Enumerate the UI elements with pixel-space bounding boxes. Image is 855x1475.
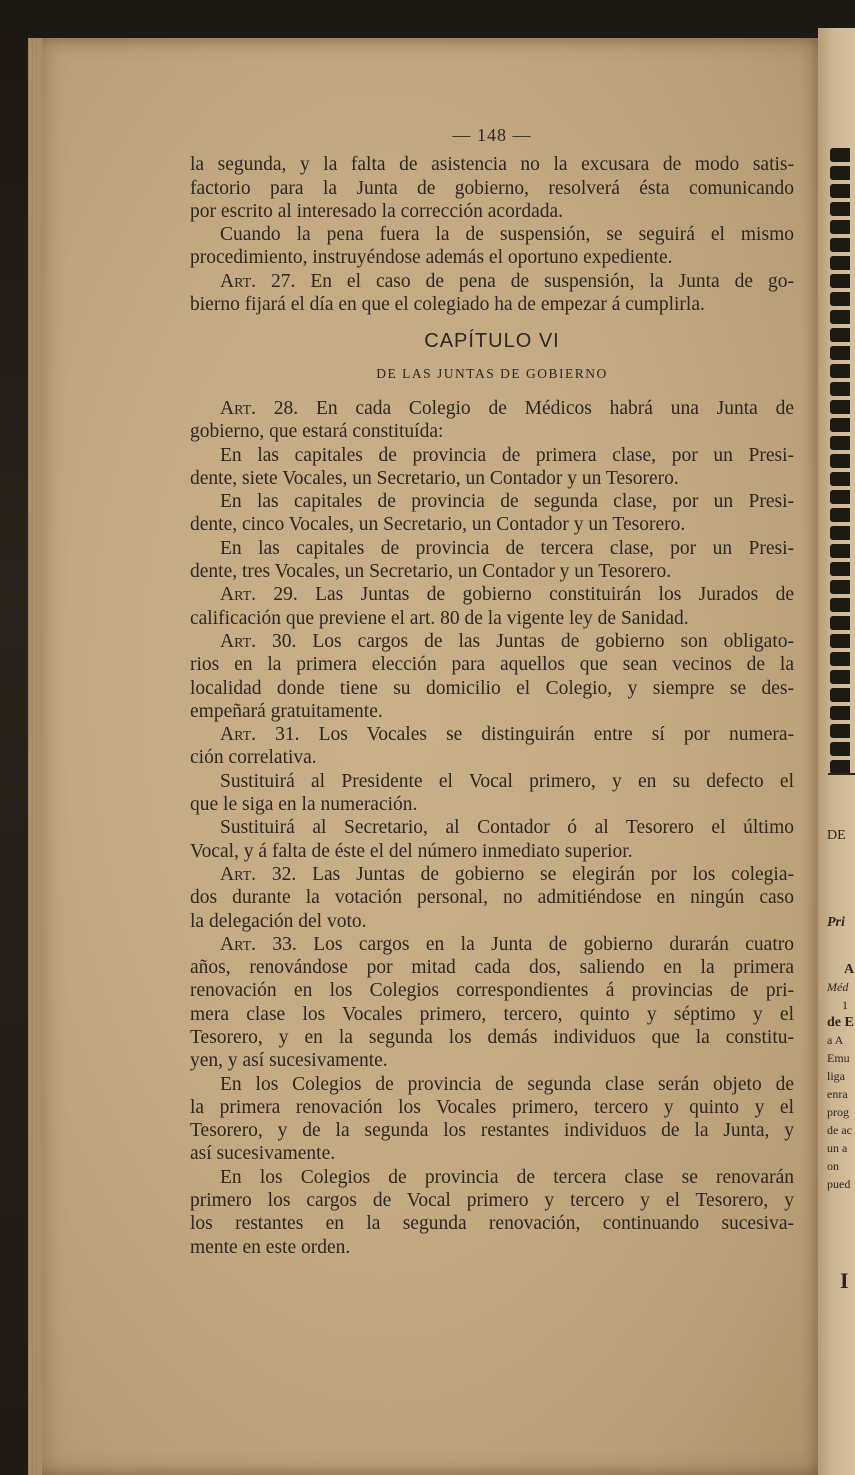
- text-line: años, renovándose por mitad cada dos, saliendo en la primera: [190, 957, 794, 979]
- text-line: mente en este orden.: [190, 1236, 351, 1258]
- segunda-clase-paragraph: [190, 490, 794, 537]
- text-line: dente, cinco Vocales, un Secretario, un Contador y un Tesorero.: [190, 514, 686, 536]
- text-line: Sustituirá al Presidente el Vocal primero, y en su defecto el: [220, 770, 794, 792]
- neighbor-page: [818, 28, 855, 1475]
- article-32: [190, 863, 794, 933]
- text-line: Cuando la pena fuera la de suspensión, se seguirá el mismo: [220, 224, 794, 246]
- article-label: Art. 28.: [220, 397, 299, 419]
- article-text: Los cargos de las Juntas de gobierno son obligato-: [312, 630, 794, 652]
- article-label: Art. 27.: [220, 270, 296, 292]
- text-line: gobierno, que estará constituída:: [190, 421, 444, 443]
- text-line: [190, 630, 794, 653]
- article-30: [190, 630, 794, 723]
- article-label: Art. 33.: [220, 933, 297, 955]
- neighbor-fragment: a A: [827, 1033, 844, 1047]
- neighbor-fragment: de ac: [827, 1123, 852, 1137]
- article-31: [190, 723, 794, 770]
- neighbor-fragment: liga: [827, 1069, 845, 1083]
- neighbor-fragment: I: [840, 1268, 849, 1293]
- text-line: En las capitales de provincia de primera clase, por un Presi-: [220, 444, 794, 466]
- article-text: En el caso de pena de suspensión, la Junta de go-: [310, 270, 794, 292]
- opening-paragraph: [190, 153, 794, 223]
- text-line: localidad donde tiene su domicilio el Colegio, y siempre se des-: [190, 677, 794, 699]
- article-text: Los cargos en la Junta de gobierno durarán cuatro: [313, 933, 795, 955]
- text-line: En los Colegios de provincia de tercera clase se renovarán: [220, 1166, 794, 1188]
- text-line: dos durante la votación personal, no admitiéndose en ningún caso: [190, 887, 794, 909]
- text-line: yen, y así sucesivamente.: [190, 1050, 388, 1072]
- text-line: factorio para la Junta de gobierno, resolverá ésta comunicando: [190, 177, 794, 199]
- text-line: que le siga en la numeración.: [190, 794, 418, 816]
- text-line: En los Colegios de provincia de segunda clase serán objeto de: [220, 1073, 794, 1095]
- text-line: la segunda, y la falta de asistencia no la excusara de modo satis-: [190, 154, 794, 176]
- page-edge: [28, 38, 42, 1475]
- article-27: [190, 270, 794, 317]
- text-line: ción correlativa.: [190, 747, 317, 769]
- text-line: Tesorero, y de la segunda los restantes individuos de la Junta, y: [190, 1120, 794, 1142]
- chapter-title: CAPÍTULO VI: [424, 330, 560, 353]
- text-line: primero los cargos de Vocal primero y tercero y el Tesorero, y: [190, 1190, 794, 1212]
- neighbor-fragment: enra: [827, 1087, 848, 1101]
- neighbor-fragment: de E: [827, 1015, 854, 1030]
- neighbor-fragment: 1: [842, 998, 848, 1012]
- text-line: por escrito al interesado la corrección acordada.: [190, 200, 564, 222]
- text-line: Sustituirá al Secretario, al Contador ó al Tesorero el último: [220, 817, 794, 839]
- neighbor-fragment: pued: [827, 1177, 851, 1191]
- neighbor-page-thumb-index: [830, 148, 855, 778]
- text-line: rios en la primera elección para aquellos que sean vecinos de la: [190, 654, 794, 676]
- text-line: procedimiento, instruyéndose además el oportuno expediente.: [190, 247, 673, 269]
- text-line: calificación que previene el art. 80 de la vigente ley de Sanidad.: [190, 607, 689, 629]
- neighbor-fragment: Pri: [827, 915, 845, 930]
- text-line: [190, 933, 794, 956]
- text-line: [190, 723, 794, 746]
- article-33: [190, 933, 794, 1073]
- text-line: Vocal, y á falta de éste el del número inmediato superior.: [190, 840, 633, 862]
- neighbor-fragment: on: [827, 1159, 839, 1173]
- text-line: la delegación del voto.: [190, 910, 367, 932]
- article-text: En cada Colegio de Médicos habrá una Junta de: [315, 397, 794, 419]
- text-line: [190, 270, 794, 293]
- text-line: los restantes en la segunda renovación, continuando sucesiva-: [190, 1213, 794, 1235]
- page-text: [190, 124, 794, 1259]
- article-label: Art. 29.: [220, 584, 298, 606]
- text-line: bierno fijará el día en que el colegiado ha de empezar á cumplirla.: [190, 294, 705, 316]
- article-label: Art. 32.: [220, 863, 297, 885]
- text-line: dente, siete Vocales, un Secretario, un Contador y un Tesorero.: [190, 467, 679, 489]
- chapter-subtitle: DE LAS JUNTAS DE GOBIERNO: [376, 365, 608, 381]
- text-line: [190, 583, 794, 606]
- tercera-renovacion-paragraph: [190, 1166, 794, 1259]
- segunda-renovacion-paragraph: [190, 1073, 794, 1166]
- suspension-paragraph: [190, 223, 794, 270]
- neighbor-fragment: Méd: [827, 980, 849, 994]
- tercera-clase-paragraph: [190, 537, 794, 584]
- text-line: En las capitales de provincia de segunda clase, por un Presi-: [220, 491, 794, 513]
- neighbor-fragment: un a: [827, 1141, 848, 1155]
- text-line: En las capitales de provincia de tercera clase, por un Presi-: [220, 537, 794, 559]
- primera-clase-paragraph: [190, 444, 794, 491]
- sustituira-secretario-paragraph: [190, 816, 794, 863]
- text-line: la primera renovación los Vocales primero, tercero y quinto y el: [190, 1096, 794, 1118]
- page-number: — 148 —: [452, 125, 532, 145]
- sustituira-presidente-paragraph: [190, 770, 794, 817]
- neighbor-fragment: DE: [827, 828, 846, 843]
- article-text: Las Juntas de gobierno constituirán los Jurados de: [315, 584, 794, 606]
- text-line: [190, 397, 794, 420]
- article-text: Los Vocales se distinguirán entre sí por numera-: [318, 724, 795, 746]
- article-text: Las Juntas de gobierno se elegirán por los colegia-: [312, 863, 794, 885]
- text-line: Tesorero, y en la segunda los demás individuos que la constitu-: [190, 1026, 794, 1048]
- text-line: [190, 863, 794, 886]
- neighbor-fragment: prog: [827, 1105, 849, 1119]
- article-label: Art. 30.: [220, 630, 297, 652]
- text-line: renovación en los Colegios correspondientes á provincias de pri-: [190, 980, 794, 1002]
- neighbor-page-rule: [828, 773, 855, 775]
- text-line: dente, tres Vocales, un Secretario, un Contador y un Tesorero.: [190, 561, 672, 583]
- article-28: [190, 397, 794, 444]
- text-line: empeñará gratuitamente.: [190, 700, 383, 722]
- text-line: mera clase los Vocales primero, tercero, quinto y séptimo y el: [190, 1003, 794, 1025]
- article-label: Art. 31.: [220, 724, 300, 746]
- neighbor-fragment: A: [844, 962, 855, 977]
- neighbor-fragment: Emu: [827, 1051, 850, 1065]
- article-29: [190, 583, 794, 630]
- text-line: así sucesivamente.: [190, 1143, 336, 1165]
